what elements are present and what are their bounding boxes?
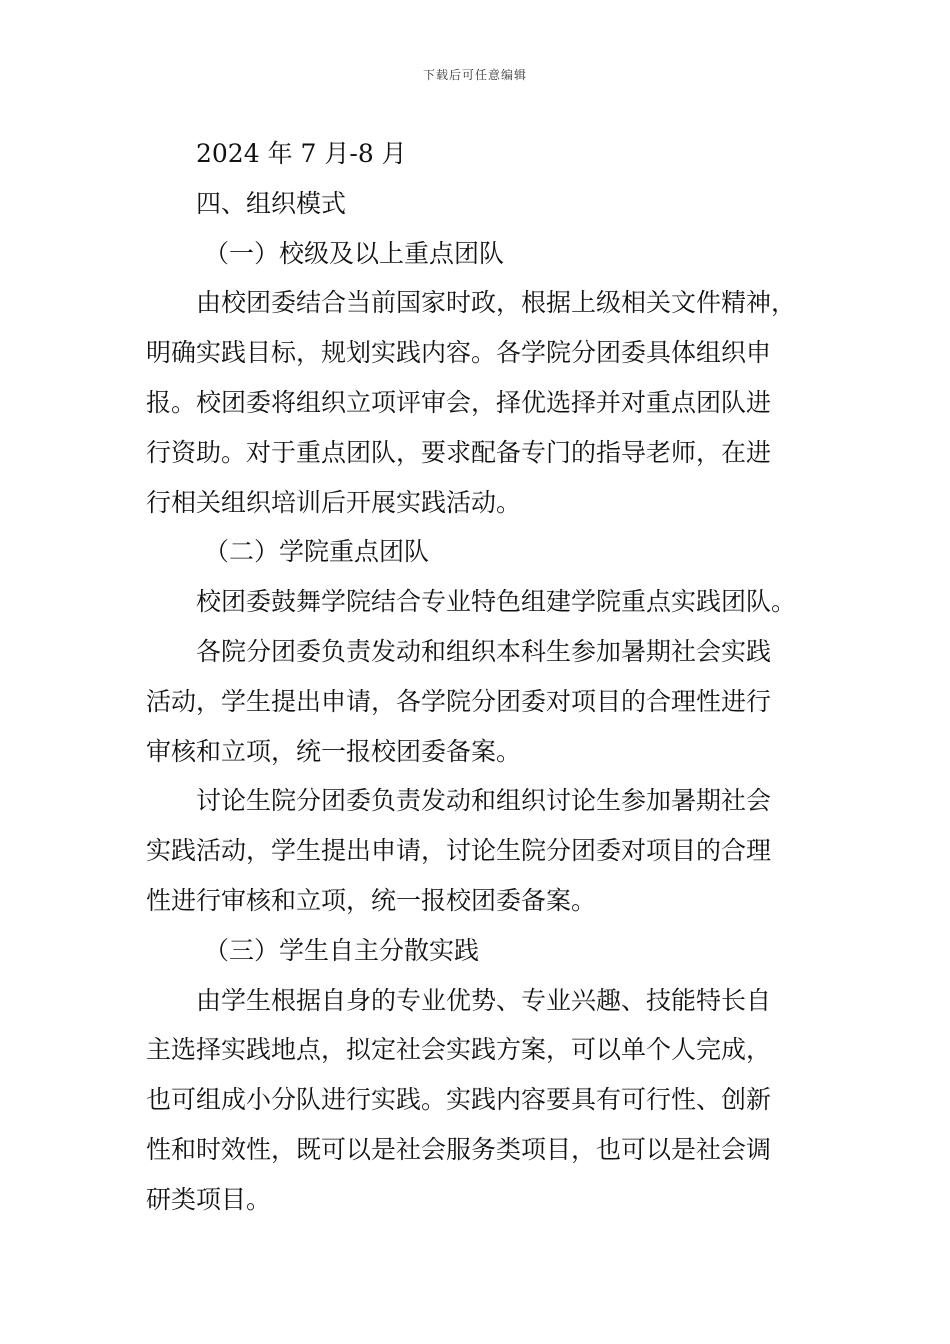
paragraph-line: 也可组成小分队进行实践。实践内容要具有可行性、创新 [146, 1085, 772, 1115]
page-header: 下载后可任意编辑 [422, 68, 527, 82]
paragraph-line: 校团委鼓舞学院结合专业特色组建学院重点实践团队。 [196, 587, 797, 617]
document-body [146, 129, 836, 1225]
subsection-heading: （一）校级及以上重点团队 [204, 238, 505, 268]
paragraph-line: 行资助。对于重点团队，要求配备专门的指导老师，在进 [146, 437, 772, 467]
paragraph-line: 报。校团委将组织立项评审会，择优选择并对重点团队进 [146, 387, 772, 417]
paragraph-line: 研类项目。 [146, 1184, 272, 1214]
paragraph-line: 性和时效性，既可以是社会服务类项目，也可以是社会调 [146, 1134, 772, 1164]
paragraph-line: 明确实践目标，规划实践内容。各学院分团委具体组织申 [146, 338, 772, 368]
paragraph-line: 由校团委结合当前国家时政，根据上级相关文件精神， [196, 288, 797, 318]
paragraph-line: 由学生根据自身的专业优势、专业兴趣、技能特长自 [196, 985, 772, 1015]
section-heading: 四、组织模式 [196, 188, 347, 218]
paragraph-line: 讨论生院分团委负责发动和组织讨论生参加暑期社会 [196, 786, 772, 816]
subsection-heading: （三）学生自主分散实践 [204, 935, 480, 965]
paragraph-line: 性进行审核和立项，统一报校团委备案。 [146, 885, 597, 915]
subsection-heading: （二）学院重点团队 [204, 537, 430, 567]
paragraph-line: 审核和立项，统一报校团委备案。 [146, 736, 522, 766]
paragraph-line: 行相关组织培训后开展实践活动。 [146, 487, 522, 517]
paragraph-line: 各院分团委负责发动和组织本科生参加暑期社会实践 [196, 636, 772, 666]
paragraph-line: 活动，学生提出申请，各学院分团委对项目的合理性进行 [146, 686, 772, 716]
paragraph-line: 主选择实践地点，拟定社会实践方案，可以单个人完成， [146, 1035, 772, 1065]
date-line: 2024 年 7 月-8 月 [196, 139, 407, 168]
paragraph-line: 实践活动，学生提出申请，讨论生院分团委对项目的合理 [146, 836, 772, 866]
